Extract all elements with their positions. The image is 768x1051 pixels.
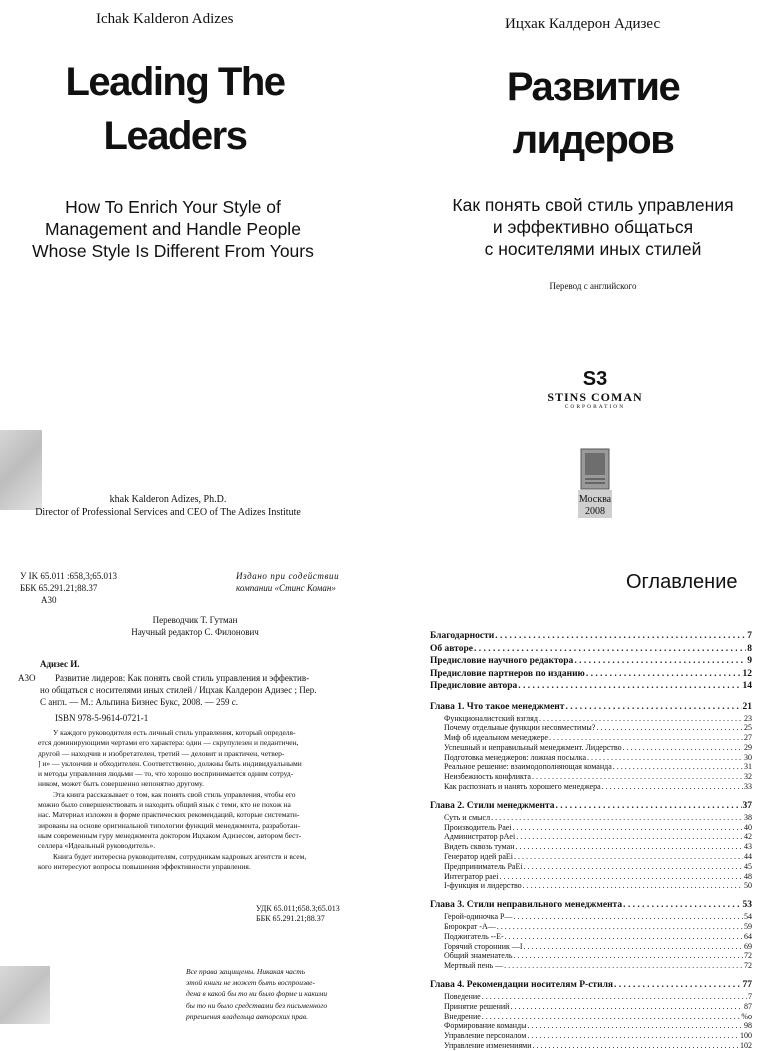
- toc-entry-page: 8: [747, 643, 752, 654]
- toc-dot-leader: [510, 1002, 743, 1012]
- toc-dot-leader: [491, 813, 743, 823]
- toc-front-entry: [430, 655, 752, 668]
- toc-entry-page: 9: [747, 656, 752, 666]
- toc-entry-title: Видеть сквозь туман: [444, 842, 515, 852]
- toc-section-entry: [430, 723, 752, 733]
- toc-entry-page: 27: [744, 733, 752, 743]
- abstract-line: и методы управления людьми — то, что хорошо воспринимается одним сотруд-: [38, 769, 294, 779]
- russian-subtitle: [418, 194, 768, 260]
- toc-chapter-entry: [430, 800, 752, 813]
- published-note-line2: компании «Стинс Коман»: [236, 583, 336, 593]
- toc-entry-title: Миф об идеальном менеджере: [444, 733, 549, 743]
- toc-section-entry: [430, 782, 752, 792]
- toc-section-entry: [430, 772, 752, 782]
- toc-entry-title: Предисловие партнеров по изданию: [430, 668, 585, 679]
- toc-dot-leader: [516, 832, 743, 842]
- toc-entry-page: 43: [744, 842, 752, 852]
- toc-dot-leader: [602, 782, 743, 792]
- toc-dot-leader: [586, 668, 742, 681]
- toc-entry-title: Реальное решение: взаимодополняющая команда: [444, 762, 612, 772]
- toc-dot-leader: [518, 680, 741, 693]
- toc-section-entry: [430, 714, 752, 724]
- toc-dot-leader: [482, 992, 747, 1002]
- toc-section-entry: [430, 842, 752, 852]
- toc-entry-title: Предисловие научного редактора: [430, 656, 574, 666]
- bibliographic-line: С англ. — М.: Альпина Бизнес Букс, 2008. — 259 с.: [40, 697, 238, 707]
- toc-entry-page: 42: [744, 832, 752, 842]
- toc-entry-title: Благодарности: [430, 631, 495, 641]
- toc-dot-leader: [532, 772, 743, 782]
- toc-dot-leader: [532, 1041, 739, 1051]
- english-title-line2: Leaders: [103, 114, 247, 158]
- toc-chapter-gap: [430, 693, 752, 701]
- english-subtitle-line: How To Enrich Your Style of: [65, 197, 281, 217]
- toc-entry-page: 44: [744, 852, 752, 862]
- english-subtitle-line: Whose Style Is Different From Yours: [32, 241, 314, 261]
- english-author-position: Director of Professional Services and CEO of The Adizes Institute: [35, 507, 301, 518]
- scientific-editor: Научный редактор С. Филонович: [131, 627, 259, 637]
- toc-section-entry: [430, 813, 752, 823]
- toc-dot-leader: [523, 881, 743, 891]
- bibliographic-line: но общаться с носителями иных стилей / Ицхак Калдерон Адизес ; Пер.: [40, 685, 317, 695]
- toc-dot-leader: [524, 862, 743, 872]
- toc-dot-leader: [596, 723, 743, 733]
- toc-entry-title: Функционалистский взгляд: [444, 713, 538, 723]
- toc-section-entry: [430, 753, 752, 763]
- rights-line: дена в какой бы то ни было форме и какими: [186, 989, 328, 999]
- abstract-line: ником, может быть совершенно непонятно другому.: [38, 779, 204, 789]
- author-heading: Адизес И.: [40, 659, 80, 669]
- toc-entry-page: 87: [744, 1001, 752, 1011]
- rights-line: рпрешения владельца авторских прав.: [186, 1011, 309, 1021]
- toc-entry-page: 29: [744, 742, 752, 752]
- toc-entry-title: Неизбежность конфликта: [444, 772, 531, 782]
- toc-entry-title: Общий знаменатель: [444, 951, 513, 961]
- toc-section-entry: [430, 912, 752, 922]
- english-subtitle: [0, 196, 346, 262]
- rights-line: бы то ни было средствами без письменного: [186, 1000, 328, 1010]
- toc-entry-page: 38: [744, 812, 752, 822]
- toc-dot-leader: [505, 932, 743, 942]
- toc-entry-title: Горячий сторонник —I: [444, 941, 523, 951]
- toc-entry-page: 102: [740, 1041, 752, 1051]
- abstract-line: ным современным гуру менеджмента доктором Ицхаком Адизесом, автором бест-: [38, 830, 302, 840]
- toc-entry-title: I-функция и лидерство: [444, 881, 522, 891]
- toc-section-entry: [430, 951, 752, 961]
- toc-entry-title: Администратор pAei: [444, 832, 516, 842]
- abstract-line: Эта книга рассказывает о том, как понять свой стиль управления, чтобы его: [53, 789, 296, 799]
- publisher-emblem: [580, 448, 610, 490]
- toc-entry-title: Интегратор paei: [444, 871, 499, 881]
- abstract-line: У каждого руководителя есть личный стиль управления, который определя-: [53, 728, 296, 737]
- toc-entry-page: 12: [742, 668, 752, 679]
- toc-entry-page: 72: [744, 961, 752, 971]
- toc-section-entry: [430, 823, 752, 833]
- scan-artifact-bottom: [0, 966, 50, 1024]
- toc-front-entry: [430, 643, 752, 656]
- toc-entry-page: 98: [744, 1021, 752, 1031]
- toc-entry-title: Формирование команды: [444, 1021, 527, 1031]
- toc-entry-page: 14: [742, 681, 752, 691]
- toc-entry-page: 45: [744, 861, 752, 871]
- publication-city: Москва: [578, 494, 612, 505]
- toc-entry-page: 23: [744, 713, 752, 723]
- toc-front-entry: [430, 668, 752, 681]
- toc-entry-title: Герой-одиночка P—: [444, 912, 513, 922]
- toc-section-entry: [430, 762, 752, 772]
- toc-dot-leader: [474, 643, 746, 656]
- toc-entry-page: 50: [744, 881, 752, 891]
- toc-section-entry: [430, 942, 752, 952]
- english-subtitle-line: Management and Handle People: [45, 219, 301, 239]
- toc-section-entry: [430, 733, 752, 743]
- russian-subtitle-line: с носителями иных стилей: [484, 239, 702, 259]
- toc-section-entry: [430, 932, 752, 942]
- toc-entry-title: Как распознать и нанять хорошего менеджера: [444, 782, 601, 792]
- toc-entry-page: 54: [744, 912, 752, 922]
- toc-dot-leader: [482, 1012, 741, 1022]
- toc-entry-title: Глава 3. Стили неправильного менеджмента: [430, 900, 623, 911]
- abstract-line: ] и» — уклончив и обходителен. Соответственно, должны быть индивидуальными: [38, 758, 302, 768]
- publisher-name: STINS COMAN: [547, 390, 643, 404]
- abstract-line: Книга будет интересна руководителям, сотрудникам кадровых агентств и всем,: [53, 851, 307, 861]
- toc-entry-page: 48: [744, 871, 752, 881]
- toc-section-entry: [430, 862, 752, 872]
- toc-chapter-gap: [430, 971, 752, 979]
- abstract-line: нас. Материал изложен в форме практических рекомендаций, которые системати-: [38, 810, 300, 820]
- toc-dot-leader: [556, 800, 742, 813]
- toc-dot-leader: [539, 714, 743, 724]
- toc-dot-leader: [515, 842, 743, 852]
- toc-dot-leader: [527, 1031, 739, 1041]
- rights-line: этой книги не может быть воспроизве-: [186, 978, 316, 988]
- toc-section-entry: [430, 881, 752, 891]
- abstract-line: зированы на основе оригинальной типологии функций менеджмента, разработан-: [38, 820, 301, 830]
- toc-chapter-gap: [430, 792, 752, 800]
- toc-entry-page: 40: [744, 822, 752, 832]
- toc-dot-leader: [623, 899, 741, 912]
- table-of-contents: [430, 630, 752, 1051]
- russian-author: Ицхак Калдерон Адизес: [505, 16, 661, 32]
- english-title-line1: Leading The: [65, 60, 285, 104]
- russian-title-line2: лидеров: [512, 118, 674, 162]
- toc-entry-title: Бюрократ -A—: [444, 922, 496, 932]
- toc-dot-leader: [549, 733, 743, 743]
- toc-entry-page: 37: [742, 800, 752, 811]
- toc-entry-title: Внедрение: [444, 1011, 481, 1021]
- toc-entry-title: Производитель Paei: [444, 822, 512, 832]
- toc-dot-leader: [574, 655, 746, 668]
- toc-entry-title: Поведение: [444, 992, 481, 1002]
- toc-entry-title: Глава 4. Рекомендации носителям P-стиля: [430, 980, 614, 991]
- toc-entry-page: 7: [747, 631, 752, 641]
- toc-entry-page: 53: [742, 900, 752, 911]
- english-author-full: khak Kalderon Adizes, Ph.D.: [109, 494, 227, 505]
- toc-dot-leader: [614, 979, 741, 992]
- translator: Переводчик Т. Гутман: [152, 615, 238, 625]
- toc-dot-leader: [514, 951, 744, 961]
- book-abstract: [38, 728, 348, 872]
- toc-section-entry: [430, 961, 752, 971]
- toc-dot-leader: [613, 762, 743, 772]
- toc-entry-page: 25: [744, 723, 752, 733]
- toc-section-entry: [430, 922, 752, 932]
- toc-entry-title: Управление изменениями: [444, 1041, 532, 1051]
- classification-code-2: А3О: [18, 673, 36, 683]
- toc-entry-title: Предисловие автора: [430, 681, 518, 691]
- toc-entry-page: 72: [744, 951, 752, 961]
- toc-dot-leader: [565, 701, 741, 714]
- toc-entry-page: 59: [744, 922, 752, 932]
- published-note-line1: Издано при содействии: [236, 571, 340, 581]
- toc-dot-leader: [587, 753, 743, 763]
- toc-entry-title: Об авторе: [430, 643, 473, 654]
- publisher-logo: S3: [582, 368, 608, 390]
- toc-dot-leader: [514, 852, 743, 862]
- toc-dot-leader: [495, 630, 746, 643]
- toc-section-entry: [430, 852, 752, 862]
- toc-section-entry: [430, 1021, 752, 1031]
- toc-section-entry: [430, 1012, 752, 1022]
- bbk-line: ББК 65.291.21;88.37: [20, 583, 98, 593]
- abstract-line: селлера «Идеальный руководитель».: [38, 841, 156, 851]
- russian-subtitle-line: Как понять свой стиль управления: [452, 195, 734, 215]
- toc-dot-leader: [497, 922, 743, 932]
- toc-entry-title: Успешный и неправильный менеджмент. Лидерство: [444, 742, 622, 752]
- toc-chapter-entry: [430, 979, 752, 992]
- udc-line: У IK 65.011 :658,3;65.013: [20, 571, 118, 581]
- russian-subtitle-line: и эффективно общаться: [492, 217, 694, 237]
- toc-entry-title: Суть и смысл: [444, 812, 491, 822]
- toc-section-entry: [430, 1041, 752, 1051]
- udc-footer: УДК 65.011;658.3;65.013: [256, 904, 340, 913]
- toc-section-entry: [430, 992, 752, 1002]
- abstract-line: кого интересуют вопросы повышения эффективности управления.: [38, 861, 251, 871]
- toc-dot-leader: [504, 961, 743, 971]
- bibliographic-line: Развитие лидеров: Как понять свой стиль управления и эффектив-: [55, 673, 310, 683]
- toc-entry-title: Предприниматель PaEi: [444, 861, 523, 871]
- toc-entry-title: Управление персоналом: [444, 1031, 527, 1041]
- toc-entry-title: Почему отдельные функции несовместимы?: [444, 723, 596, 733]
- toc-dot-leader: [528, 1021, 744, 1031]
- toc-section-entry: [430, 872, 752, 882]
- toc-entry-page: 64: [744, 931, 752, 941]
- toc-entry-title: Глава 2. Стили менеджмента: [430, 800, 555, 811]
- toc-entry-title: Поджигатель --E-: [444, 931, 504, 941]
- toc-dot-leader: [524, 942, 743, 952]
- toc-entry-title: Мертвый пень —: [444, 961, 504, 971]
- toc-section-entry: [430, 832, 752, 842]
- toc-entry-page: 31: [744, 762, 752, 772]
- toc-entry-page: 69: [744, 941, 752, 951]
- toc-entry-title: Подготовка менеджеров: ложная посылка: [444, 752, 587, 762]
- toc-entry-page: 21: [742, 701, 752, 712]
- russian-title-line1: Развитие: [506, 65, 680, 109]
- toc-heading: Оглавление: [626, 571, 738, 593]
- publisher-sub: CORPORATION: [564, 404, 626, 410]
- toc-dot-leader: [514, 912, 744, 922]
- rights-notice: [186, 966, 346, 1022]
- toc-entry-page: 77: [742, 980, 752, 991]
- toc-entry-page: 100: [740, 1031, 752, 1041]
- toc-entry-title: Принятие решений: [444, 1001, 510, 1011]
- toc-entry-title: Генератор идей paEi: [444, 852, 513, 862]
- toc-entry-page: 7: [748, 992, 752, 1002]
- abstract-line: можно было совершенствовать и находить общий язык с теми, кто не похож на: [38, 800, 291, 810]
- isbn: ISBN 978-5-9614-0721-1: [55, 713, 149, 723]
- toc-dot-leader: [513, 823, 743, 833]
- english-author: Ichak Kalderon Adizes: [96, 11, 234, 27]
- toc-front-entry: [430, 680, 752, 693]
- toc-section-entry: [430, 1031, 752, 1041]
- translation-note: Перевод с английского: [549, 281, 637, 291]
- publication-year: 2008: [585, 506, 605, 517]
- toc-section-entry: [430, 1002, 752, 1012]
- toc-entry-page: 30: [744, 752, 752, 762]
- bbk-footer: ББК 65.291.21;88.37: [256, 914, 325, 923]
- toc-chapter-entry: [430, 899, 752, 912]
- toc-entry-page: %o: [741, 1011, 752, 1021]
- abstract-line: другой — находчив и изобретателен, третий — деловит и практичен, четвер-: [38, 748, 285, 758]
- toc-entry-page: 32: [744, 772, 752, 782]
- toc-chapter-gap: [430, 891, 752, 899]
- toc-section-entry: [430, 743, 752, 753]
- abstract-line: ется доминирующими чертами его характера: один — скрупулезен и педантичен,: [38, 738, 299, 748]
- classification-code: А30: [41, 595, 57, 605]
- toc-front-entry: [430, 630, 752, 643]
- toc-entry-title: Глава 1. Что такое менеджмент: [430, 701, 565, 712]
- toc-dot-leader: [499, 872, 743, 882]
- rights-line: Все права защищены. Никакая часть: [186, 967, 306, 976]
- toc-entry-page: 33: [744, 782, 752, 792]
- toc-dot-leader: [623, 743, 743, 753]
- toc-chapter-entry: [430, 701, 752, 714]
